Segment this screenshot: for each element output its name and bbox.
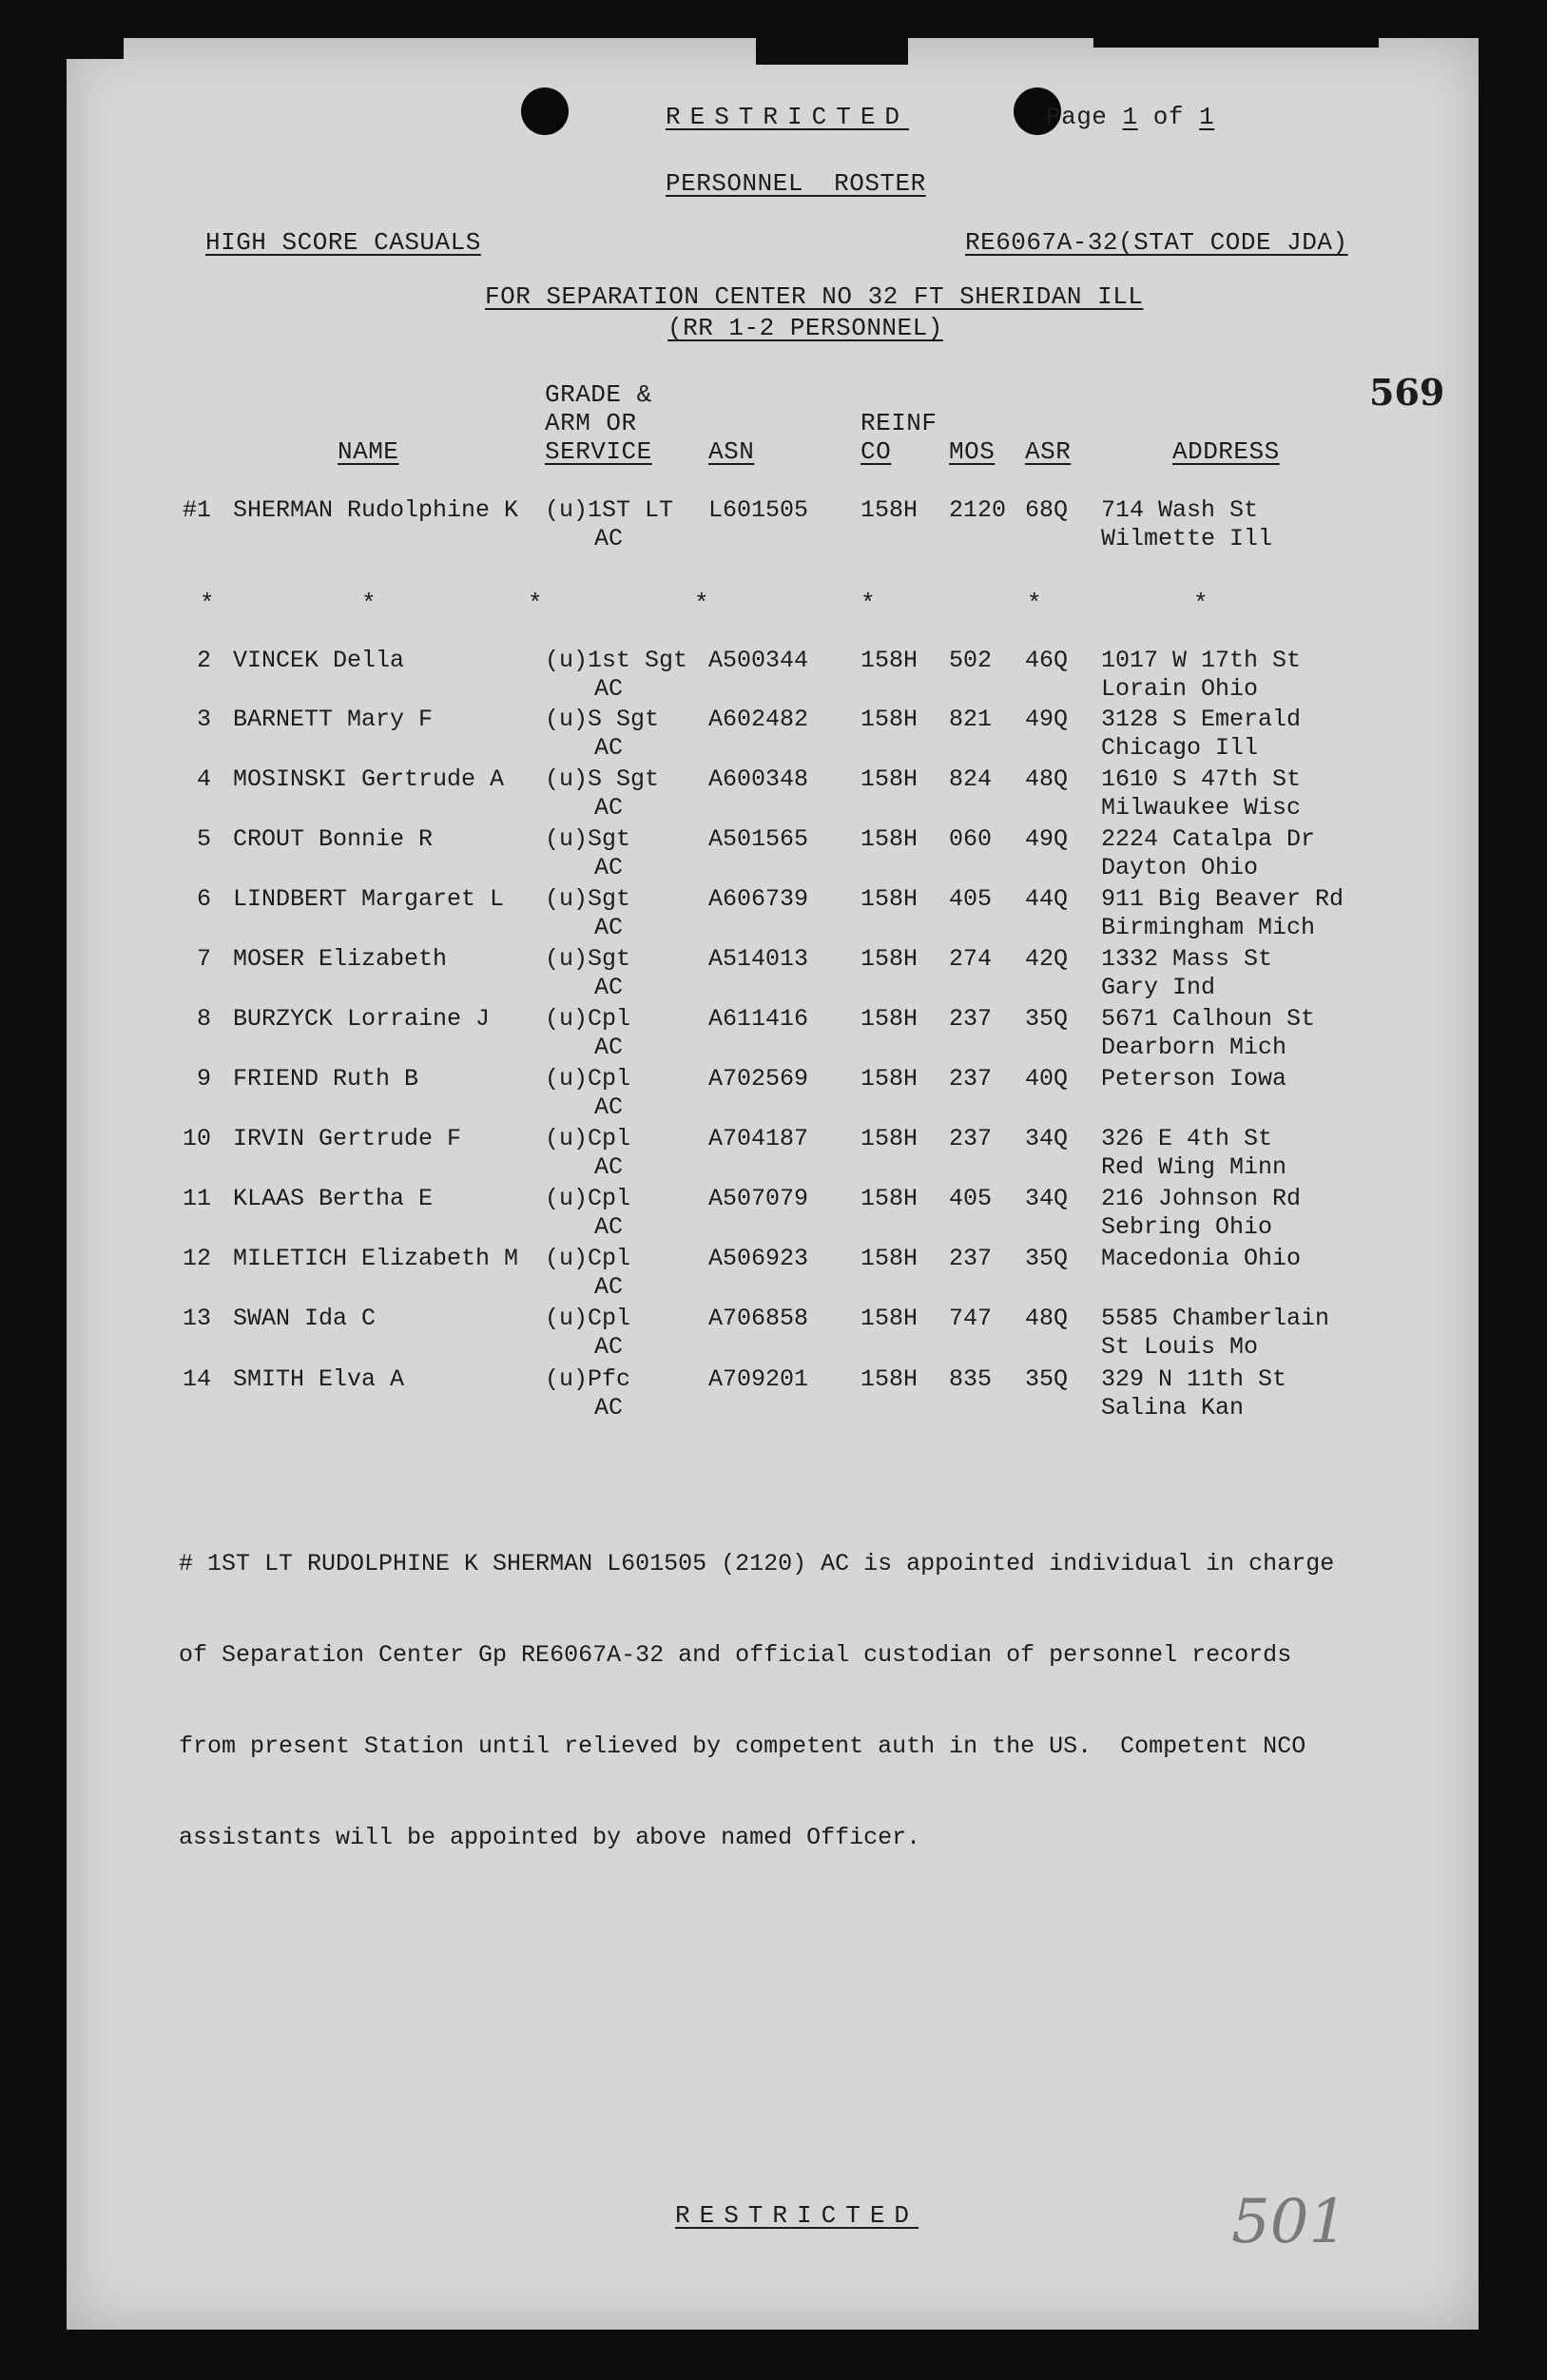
cell-arm: AC <box>594 794 624 822</box>
cell-asr: 44Q <box>1025 885 1069 913</box>
cell-addr1: 329 N 11th St <box>1101 1365 1287 1393</box>
cell-reinf: 158H <box>861 1065 919 1093</box>
separator-star: * <box>1027 590 1042 618</box>
cell-name: BURZYCK Lorraine J <box>233 1005 491 1033</box>
cell-name: IRVIN Gertrude F <box>233 1125 462 1152</box>
page-prefix: Page <box>1046 103 1108 131</box>
cell-reinf: 158H <box>861 1245 919 1272</box>
table-row <box>67 1065 1479 1126</box>
cell-num: 11 <box>182 1185 211 1212</box>
cell-addr1: 911 Big Beaver Rd <box>1101 885 1344 913</box>
cell-mos: 237 <box>949 1065 993 1093</box>
cell-mos: 274 <box>949 945 993 973</box>
cell-addr2: Salina Kan <box>1101 1394 1245 1422</box>
cell-reinf: 158H <box>861 706 919 733</box>
cell-asn: A702569 <box>708 1065 809 1093</box>
col-asr: ASR <box>1025 437 1072 466</box>
cell-num: 12 <box>182 1245 211 1272</box>
cell-arm: AC <box>594 974 624 1001</box>
separator-star: * <box>361 590 377 618</box>
cell-grade: (u)Sgt <box>545 825 631 853</box>
cell-arm: AC <box>594 1093 624 1121</box>
cell-mos: 237 <box>949 1245 993 1272</box>
cell-arm: AC <box>594 1034 624 1061</box>
table-row <box>67 1185 1479 1246</box>
torn-edge <box>756 38 908 65</box>
cell-asr: 46Q <box>1025 647 1069 674</box>
cell-asn: A606739 <box>708 885 809 913</box>
cell-mos: 060 <box>949 825 993 853</box>
cell-addr2: Red Wing Minn <box>1101 1153 1287 1181</box>
cell-mos: 502 <box>949 647 993 674</box>
cell-addr1: 1017 W 17th St <box>1101 647 1302 674</box>
cell-asr: 48Q <box>1025 1305 1069 1332</box>
cell-addr1: 326 E 4th St <box>1101 1125 1273 1152</box>
cell-grade: (u)Cpl <box>545 1245 631 1272</box>
table-row <box>67 1305 1479 1365</box>
cell-arm: AC <box>594 1273 624 1301</box>
torn-edge <box>1093 38 1379 48</box>
cell-name: CROUT Bonnie R <box>233 825 434 853</box>
cell-asr: 34Q <box>1025 1185 1069 1212</box>
cell-arm: AC <box>594 525 624 552</box>
cell-name: MOSINSKI Gertrude A <box>233 765 505 793</box>
table-row <box>67 945 1479 1006</box>
group-left: HIGH SCORE CASUALS <box>205 228 481 257</box>
col-reinf-line2: CO <box>861 437 892 466</box>
cell-reinf: 158H <box>861 945 919 973</box>
cell-mos: 747 <box>949 1305 993 1332</box>
document-page <box>67 38 1479 2330</box>
cell-name: SMITH Elva A <box>233 1365 405 1393</box>
cell-arm: AC <box>594 734 624 762</box>
cell-addr1: 1332 Mass St <box>1101 945 1273 973</box>
cell-grade: (u)1st Sgt <box>545 647 688 674</box>
cell-asn: A514013 <box>708 945 809 973</box>
cell-mos: 237 <box>949 1125 993 1152</box>
cell-addr1: 714 Wash St <box>1101 496 1259 524</box>
cell-grade: (u)Cpl <box>545 1305 631 1332</box>
note-line: # 1ST LT RUDOLPHINE K SHERMAN L601505 (2120) AC is appointed individual in charge <box>179 1550 1335 1577</box>
cell-addr2: Dearborn Mich <box>1101 1034 1287 1061</box>
cell-addr1: 5671 Calhoun St <box>1101 1005 1316 1033</box>
cell-name: SWAN Ida C <box>233 1305 377 1332</box>
col-grade-line2: ARM OR <box>545 409 637 437</box>
cell-addr1: 216 Johnson Rd <box>1101 1185 1302 1212</box>
table-row <box>67 1125 1479 1186</box>
cell-num: 14 <box>182 1365 211 1393</box>
cell-name: MILETICH Elizabeth M <box>233 1245 519 1272</box>
cell-asn: A611416 <box>708 1005 809 1033</box>
cell-num: 5 <box>196 825 211 853</box>
cell-arm: AC <box>594 1153 624 1181</box>
cell-grade: (u)S Sgt <box>545 706 660 733</box>
cell-mos: 405 <box>949 885 993 913</box>
table-row <box>67 885 1479 946</box>
cell-asn: A709201 <box>708 1365 809 1393</box>
cell-addr2: Sebring Ohio <box>1101 1213 1273 1241</box>
cell-asr: 42Q <box>1025 945 1069 973</box>
cell-asn: A602482 <box>708 706 809 733</box>
cell-asr: 35Q <box>1025 1365 1069 1393</box>
cell-grade: (u)Pfc <box>545 1365 631 1393</box>
cell-grade: (u)Cpl <box>545 1125 631 1152</box>
cell-arm: AC <box>594 1333 624 1361</box>
cell-reinf: 158H <box>861 647 919 674</box>
table-row <box>67 1365 1479 1426</box>
cell-mos: 835 <box>949 1365 993 1393</box>
cell-addr2: Wilmette Ill <box>1101 525 1273 552</box>
cell-num: #1 <box>182 496 211 524</box>
cell-asn: A506923 <box>708 1245 809 1272</box>
cell-addr2: St Louis Mo <box>1101 1333 1259 1361</box>
cell-arm: AC <box>594 854 624 881</box>
col-name: NAME <box>338 437 399 466</box>
cell-num: 13 <box>182 1305 211 1332</box>
restricted-header: RESTRICTED <box>666 103 910 131</box>
note-line: of Separation Center Gp RE6067A-32 and official custodian of personnel records <box>179 1641 1292 1669</box>
cell-reinf: 158H <box>861 765 919 793</box>
cell-grade: (u)Cpl <box>545 1185 631 1212</box>
cell-asn: A507079 <box>708 1185 809 1212</box>
page-of: of <box>1152 103 1184 131</box>
cell-name: VINCEK Della <box>233 647 405 674</box>
cell-num: 2 <box>196 647 211 674</box>
cell-asr: 48Q <box>1025 765 1069 793</box>
cell-asr: 34Q <box>1025 1125 1069 1152</box>
page-total: 1 <box>1199 103 1215 131</box>
separator-star: * <box>694 590 709 618</box>
cell-num: 6 <box>196 885 211 913</box>
cell-asr: 49Q <box>1025 706 1069 733</box>
cell-reinf: 158H <box>861 825 919 853</box>
cell-reinf: 158H <box>861 885 919 913</box>
note-line: assistants will be appointed by above named Officer. <box>179 1824 921 1851</box>
table-row <box>67 496 1479 557</box>
cell-addr1: 3128 S Emerald <box>1101 706 1302 733</box>
cell-arm: AC <box>594 1213 624 1241</box>
table-row <box>67 1005 1479 1066</box>
punch-hole <box>521 87 569 135</box>
separator-star: * <box>200 590 215 618</box>
cell-reinf: 158H <box>861 1365 919 1393</box>
cell-addr1: Peterson Iowa <box>1101 1065 1287 1093</box>
appointment-note <box>179 1488 1491 1914</box>
col-reinf-line1: REINF <box>861 409 938 437</box>
cell-asn: A501565 <box>708 825 809 853</box>
cell-addr2: Milwaukee Wisc <box>1101 794 1302 822</box>
restricted-footer: RESTRICTED <box>675 2201 919 2230</box>
personnel-subline: (RR 1-2 PERSONNEL) <box>667 314 943 342</box>
cell-num: 8 <box>196 1005 211 1033</box>
cell-mos: 821 <box>949 706 993 733</box>
cell-grade: (u)Sgt <box>545 885 631 913</box>
cell-name: BARNETT Mary F <box>233 706 434 733</box>
col-grade-line3: SERVICE <box>545 437 652 466</box>
torn-edge <box>67 38 124 59</box>
cell-mos: 2120 <box>949 496 1007 524</box>
cell-addr1: 5585 Chamberlain <box>1101 1305 1330 1332</box>
cell-num: 4 <box>196 765 211 793</box>
cell-num: 9 <box>196 1065 211 1093</box>
cell-asn: A706858 <box>708 1305 809 1332</box>
cell-name: LINDBERT Margaret L <box>233 885 505 913</box>
cell-asr: 49Q <box>1025 825 1069 853</box>
handwritten-number: 501 <box>1231 2187 1348 2257</box>
page-number: 1 <box>1122 103 1138 131</box>
cell-asn: L601505 <box>708 496 809 524</box>
separator-star: * <box>861 590 876 618</box>
cell-num: 3 <box>196 706 211 733</box>
table-row <box>67 825 1479 886</box>
cell-name: SHERMAN Rudolphine K <box>233 496 519 524</box>
cell-mos: 237 <box>949 1005 993 1033</box>
cell-name: FRIEND Ruth B <box>233 1065 419 1093</box>
cell-grade: (u)Cpl <box>545 1005 631 1033</box>
cell-asr: 35Q <box>1025 1005 1069 1033</box>
cell-num: 10 <box>182 1125 211 1152</box>
cell-addr2: Lorain Ohio <box>1101 675 1259 703</box>
group-right: RE6067A-32(STAT CODE JDA) <box>965 228 1348 257</box>
table-row <box>67 647 1479 707</box>
separator-star: * <box>528 590 543 618</box>
cell-asr: 68Q <box>1025 496 1069 524</box>
cell-reinf: 158H <box>861 1005 919 1033</box>
cell-arm: AC <box>594 675 624 703</box>
cell-grade: (u)1ST LT <box>545 496 674 524</box>
table-row <box>67 765 1479 826</box>
cell-name: MOSER Elizabeth <box>233 945 448 973</box>
cell-arm: AC <box>594 914 624 941</box>
roster-title: PERSONNEL ROSTER <box>666 169 926 198</box>
col-address: ADDRESS <box>1172 437 1280 466</box>
col-asn: ASN <box>708 437 755 466</box>
cell-grade: (u)S Sgt <box>545 765 660 793</box>
separation-center-line: FOR SEPARATION CENTER NO 32 FT SHERIDAN ILL <box>485 282 1144 311</box>
cell-reinf: 158H <box>861 1185 919 1212</box>
cell-asr: 40Q <box>1025 1065 1069 1093</box>
cell-asn: A600348 <box>708 765 809 793</box>
page-indicator <box>1046 103 1214 131</box>
stamp-number: 569 <box>1369 371 1445 414</box>
cell-addr2: Chicago Ill <box>1101 734 1259 762</box>
separator-star: * <box>1193 590 1209 618</box>
cell-mos: 824 <box>949 765 993 793</box>
cell-num: 7 <box>196 945 211 973</box>
col-grade-line1: GRADE & <box>545 380 652 409</box>
cell-reinf: 158H <box>861 1305 919 1332</box>
cell-reinf: 158H <box>861 496 919 524</box>
cell-asn: A500344 <box>708 647 809 674</box>
cell-reinf: 158H <box>861 1125 919 1152</box>
cell-mos: 405 <box>949 1185 993 1212</box>
cell-name: KLAAS Bertha E <box>233 1185 434 1212</box>
cell-grade: (u)Sgt <box>545 945 631 973</box>
cell-addr1: 1610 S 47th St <box>1101 765 1302 793</box>
cell-addr2: Gary Ind <box>1101 974 1216 1001</box>
cell-addr2: Birmingham Mich <box>1101 914 1316 941</box>
cell-addr1: Macedonia Ohio <box>1101 1245 1302 1272</box>
table-row <box>67 1245 1479 1306</box>
col-mos: MOS <box>949 437 996 466</box>
cell-grade: (u)Cpl <box>545 1065 631 1093</box>
cell-arm: AC <box>594 1394 624 1422</box>
note-line: from present Station until relieved by competent auth in the US. Competent NCO <box>179 1732 1306 1760</box>
cell-addr2: Dayton Ohio <box>1101 854 1259 881</box>
cell-asn: A704187 <box>708 1125 809 1152</box>
cell-asr: 35Q <box>1025 1245 1069 1272</box>
table-row <box>67 706 1479 766</box>
cell-addr1: 2224 Catalpa Dr <box>1101 825 1316 853</box>
